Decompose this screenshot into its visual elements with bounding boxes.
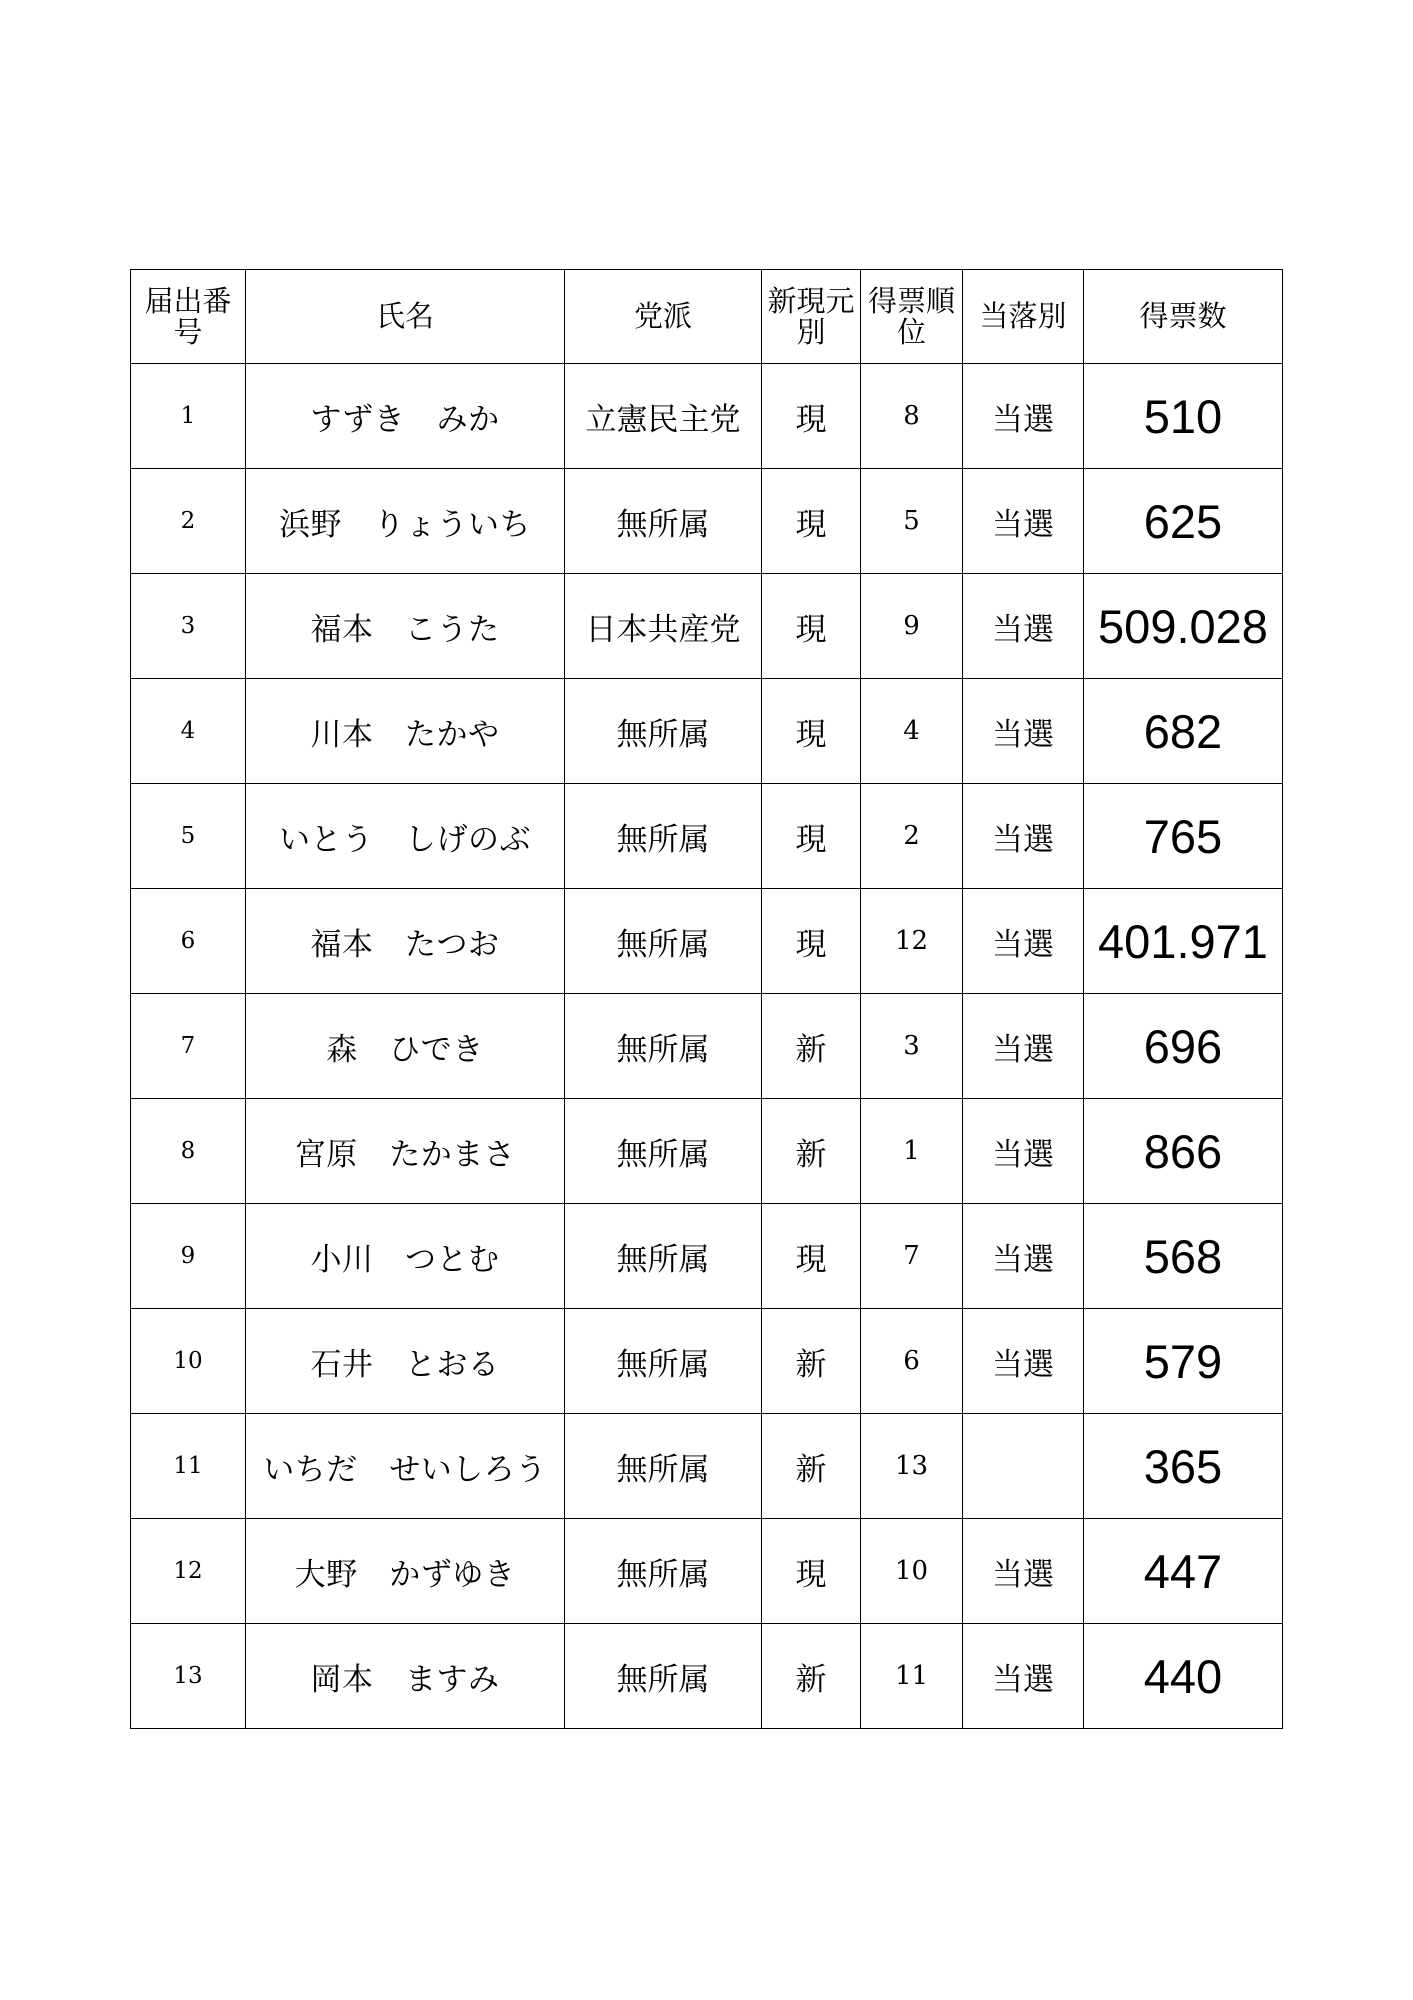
party-cell: 無所属 <box>565 1414 762 1519</box>
table-row <box>131 994 1283 1099</box>
result-cell: 当選 <box>963 469 1084 574</box>
filing-number-cell: 1 <box>131 364 246 469</box>
status-cell: 新 <box>762 994 861 1099</box>
candidate-name-cell: 宮原 たかまさ <box>246 1099 565 1204</box>
header-party: 党派 <box>565 270 762 364</box>
party-cell: 無所属 <box>565 469 762 574</box>
header-result: 当落別 <box>963 270 1084 364</box>
header-name: 氏名 <box>246 270 565 364</box>
filing-number-cell: 3 <box>131 574 246 679</box>
vote-count-cell: 510 <box>1084 364 1283 469</box>
result-cell: 当選 <box>963 784 1084 889</box>
status-cell: 現 <box>762 469 861 574</box>
candidate-name-cell: 川本 たかや <box>246 679 565 784</box>
table-row <box>131 889 1283 994</box>
table-row <box>131 1099 1283 1204</box>
vote-count-cell: 765 <box>1084 784 1283 889</box>
status-cell: 現 <box>762 1519 861 1624</box>
table-row <box>131 784 1283 889</box>
candidate-name-cell: 福本 こうた <box>246 574 565 679</box>
status-cell: 現 <box>762 574 861 679</box>
table-row <box>131 1414 1283 1519</box>
result-cell: 当選 <box>963 1624 1084 1729</box>
table-body <box>131 364 1283 1729</box>
result-cell: 当選 <box>963 574 1084 679</box>
party-cell: 日本共産党 <box>565 574 762 679</box>
table-row <box>131 469 1283 574</box>
vote-rank-cell: 3 <box>861 994 963 1099</box>
header-filing-number: 届出番号 <box>131 270 246 364</box>
election-results-table <box>130 269 1283 1729</box>
vote-rank-cell: 12 <box>861 889 963 994</box>
status-cell: 現 <box>762 1204 861 1309</box>
candidate-name-cell: 大野 かずゆき <box>246 1519 565 1624</box>
result-cell: 当選 <box>963 679 1084 784</box>
status-cell: 現 <box>762 784 861 889</box>
vote-count-cell: 447 <box>1084 1519 1283 1624</box>
vote-rank-cell: 9 <box>861 574 963 679</box>
header-vote-rank: 得票順位 <box>861 270 963 364</box>
result-cell: 当選 <box>963 994 1084 1099</box>
vote-rank-cell: 1 <box>861 1099 963 1204</box>
vote-count-cell: 625 <box>1084 469 1283 574</box>
vote-rank-cell: 5 <box>861 469 963 574</box>
vote-rank-cell: 2 <box>861 784 963 889</box>
candidate-name-cell: 小川 つとむ <box>246 1204 565 1309</box>
table-row <box>131 574 1283 679</box>
header-status: 新現元別 <box>762 270 861 364</box>
table-row <box>131 364 1283 469</box>
table-row <box>131 679 1283 784</box>
party-cell: 無所属 <box>565 1309 762 1414</box>
candidate-name-cell: いとう しげのぶ <box>246 784 565 889</box>
table-row <box>131 1624 1283 1729</box>
party-cell: 無所属 <box>565 1099 762 1204</box>
party-cell: 無所属 <box>565 784 762 889</box>
candidate-name-cell: すずき みか <box>246 364 565 469</box>
filing-number-cell: 10 <box>131 1309 246 1414</box>
result-cell: 当選 <box>963 1309 1084 1414</box>
vote-count-cell: 365 <box>1084 1414 1283 1519</box>
filing-number-cell: 11 <box>131 1414 246 1519</box>
vote-count-cell: 866 <box>1084 1099 1283 1204</box>
vote-rank-cell: 10 <box>861 1519 963 1624</box>
filing-number-cell: 7 <box>131 994 246 1099</box>
candidate-name-cell: 福本 たつお <box>246 889 565 994</box>
result-cell <box>963 1414 1084 1519</box>
table-row <box>131 1204 1283 1309</box>
vote-count-cell: 568 <box>1084 1204 1283 1309</box>
filing-number-cell: 9 <box>131 1204 246 1309</box>
filing-number-cell: 5 <box>131 784 246 889</box>
candidate-name-cell: 森 ひでき <box>246 994 565 1099</box>
table-row <box>131 1519 1283 1624</box>
vote-count-cell: 509.028 <box>1084 574 1283 679</box>
status-cell: 新 <box>762 1624 861 1729</box>
party-cell: 無所属 <box>565 994 762 1099</box>
vote-count-cell: 696 <box>1084 994 1283 1099</box>
vote-count-cell: 579 <box>1084 1309 1283 1414</box>
party-cell: 無所属 <box>565 679 762 784</box>
result-cell: 当選 <box>963 1519 1084 1624</box>
table-row <box>131 1309 1283 1414</box>
candidate-name-cell: いちだ せいしろう <box>246 1414 565 1519</box>
filing-number-cell: 6 <box>131 889 246 994</box>
vote-rank-cell: 13 <box>861 1414 963 1519</box>
party-cell: 無所属 <box>565 1519 762 1624</box>
result-cell: 当選 <box>963 1204 1084 1309</box>
header-votes: 得票数 <box>1084 270 1283 364</box>
filing-number-cell: 12 <box>131 1519 246 1624</box>
party-cell: 無所属 <box>565 889 762 994</box>
status-cell: 現 <box>762 364 861 469</box>
filing-number-cell: 2 <box>131 469 246 574</box>
candidate-name-cell: 石井 とおる <box>246 1309 565 1414</box>
vote-rank-cell: 8 <box>861 364 963 469</box>
party-cell: 立憲民主党 <box>565 364 762 469</box>
party-cell: 無所属 <box>565 1624 762 1729</box>
result-cell: 当選 <box>963 364 1084 469</box>
vote-rank-cell: 6 <box>861 1309 963 1414</box>
table-header-row <box>131 270 1283 364</box>
vote-rank-cell: 4 <box>861 679 963 784</box>
result-cell: 当選 <box>963 1099 1084 1204</box>
vote-count-cell: 401.971 <box>1084 889 1283 994</box>
status-cell: 新 <box>762 1099 861 1204</box>
status-cell: 新 <box>762 1414 861 1519</box>
party-cell: 無所属 <box>565 1204 762 1309</box>
filing-number-cell: 8 <box>131 1099 246 1204</box>
filing-number-cell: 13 <box>131 1624 246 1729</box>
vote-count-cell: 440 <box>1084 1624 1283 1729</box>
candidate-name-cell: 浜野 りょういち <box>246 469 565 574</box>
vote-rank-cell: 7 <box>861 1204 963 1309</box>
status-cell: 現 <box>762 679 861 784</box>
vote-rank-cell: 11 <box>861 1624 963 1729</box>
status-cell: 現 <box>762 889 861 994</box>
candidate-name-cell: 岡本 ますみ <box>246 1624 565 1729</box>
status-cell: 新 <box>762 1309 861 1414</box>
vote-count-cell: 682 <box>1084 679 1283 784</box>
result-cell: 当選 <box>963 889 1084 994</box>
filing-number-cell: 4 <box>131 679 246 784</box>
